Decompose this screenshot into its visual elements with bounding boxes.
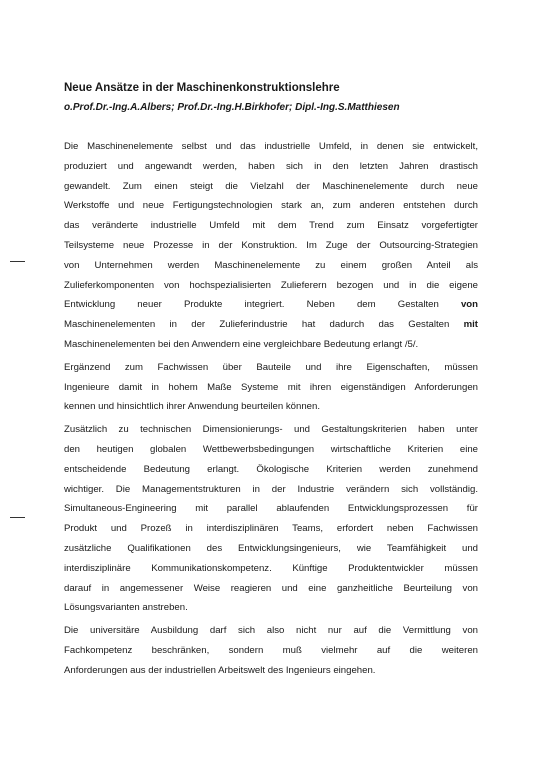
line-text: entscheidende Bedeutung erlangt. Ökologische Kriterien werden zunehmend xyxy=(64,463,478,475)
line-text: gewandelt. Zum einen steigt die Vielzahl der Maschinenelemente durch neue xyxy=(64,180,478,192)
paragraphs-container xyxy=(64,137,478,681)
body-paragraph xyxy=(64,358,478,417)
text-line xyxy=(64,137,478,157)
text-line xyxy=(64,539,478,559)
text-line xyxy=(64,559,478,579)
document-authors: o.Prof.Dr.-Ing.A.Albers; Prof.Dr.-Ing.H.Birkhofer; Dipl.-Ing.S.Matthiesen xyxy=(64,102,400,113)
text-line xyxy=(64,499,478,519)
text-line xyxy=(64,358,478,378)
text-line xyxy=(64,276,478,296)
line-text: zusätzliche Qualifikationen des Entwicklungsingenieurs, wie Teamfähigkeit und xyxy=(64,542,478,554)
text-line xyxy=(64,460,478,480)
body-paragraph xyxy=(64,621,478,680)
line-text: Die universitäre Ausbildung darf sich also nicht nur auf die Vermittlung von xyxy=(64,625,478,637)
line-text: von Unternehmen werden Maschinenelemente zu einem großen Anteil als xyxy=(64,259,478,271)
line-text: Fachkompetenz beschränken, sondern muß vielmehr auf die weiteren xyxy=(64,644,478,656)
line-text: den heutigen globalen Wettbewerbsbedingungen wirtschaftliche Kriterien eine xyxy=(64,443,478,455)
line-text: kennen und hinsichtlich ihrer Anwendung beurteilen können. xyxy=(64,401,321,413)
text-line xyxy=(64,315,478,335)
text-line xyxy=(64,440,478,460)
body-paragraph xyxy=(64,137,478,355)
margin-tick-mark xyxy=(10,261,25,262)
text-line xyxy=(64,378,478,398)
line-text: darauf in angemessener Weise reagieren und eine ganzheitliche Beurteilung von xyxy=(64,582,478,594)
line-text: Ergänzend zum Fachwissen über Bauteile und ihre Eigenschaften, müssen xyxy=(64,361,478,373)
body-paragraph xyxy=(64,420,478,618)
emphasized-word: mit xyxy=(463,319,478,331)
text-line xyxy=(64,641,478,661)
line-text: Werkstoffe und neue Fertigungstechnologien stark an, zum anderen entstehen durch xyxy=(64,200,478,212)
line-text: Maschinenelementen in der Zulieferindustrie hat dadurch das Gestalten xyxy=(64,319,464,331)
text-line xyxy=(64,661,478,681)
margin-tick-mark xyxy=(10,517,25,518)
text-line xyxy=(64,579,478,599)
text-line xyxy=(64,621,478,641)
line-text: interdisziplinäre Kommunikationskompetenz. Künftige Produktentwickler müssen xyxy=(64,562,478,574)
text-line xyxy=(64,335,478,355)
emphasized-word: von xyxy=(460,299,478,311)
line-text: Zulieferkomponenten von hochspezialisierten Zulieferern bezogen und in die eigene xyxy=(64,279,478,291)
line-text: Maschinenelementen bei den Anwendern eine vergleichbare Bedeutung erlangt /5/. xyxy=(64,338,419,350)
text-line xyxy=(64,216,478,236)
line-text: Die Maschinenelemente selbst und das industrielle Umfeld, in denen sie entwickelt, xyxy=(64,141,478,152)
text-line xyxy=(64,295,478,315)
document-body xyxy=(64,80,478,684)
line-text: Anforderungen aus der industriellen Arbeitswelt des Ingenieurs eingehen. xyxy=(64,664,376,676)
line-text: Simultaneous-Engineering mit parallel ablaufenden Entwicklungsprozessen für xyxy=(64,503,478,515)
line-text: wichtiger. Die Managementstrukturen in der Industrie verändern sich vollständig. xyxy=(64,483,478,495)
text-line xyxy=(64,157,478,177)
text-line xyxy=(64,177,478,197)
line-text: Entwicklung neuer Produkte integriert. Neben dem Gestalten xyxy=(64,299,461,311)
document-title: Neue Ansätze in der Maschinenkonstruktionslehre xyxy=(64,82,340,94)
text-line xyxy=(64,519,478,539)
line-text: Teilsysteme neue Prozesse in der Konstruktion. Im Zuge der Outsourcing-Strategien xyxy=(64,239,478,251)
line-text: Ingenieure damit in hohem Maße Systeme mit ihren eigenständigen Anforderungen xyxy=(64,381,478,393)
text-line xyxy=(64,397,478,417)
text-line xyxy=(64,256,478,276)
line-text: Produkt und Prozeß in interdisziplinären Teams, erfordert neben Fachwissen xyxy=(64,523,478,535)
text-line xyxy=(64,420,478,440)
line-text: Lösungsvarianten anstreben. xyxy=(64,602,188,614)
line-text: das veränderte industrielle Umfeld mit dem Trend zum Einsatz vorgefertigter xyxy=(64,220,478,232)
text-line xyxy=(64,598,478,618)
text-line xyxy=(64,196,478,216)
line-text: Zusätzlich zu technischen Dimensionierungs- und Gestaltungskriterien haben unter xyxy=(64,424,478,436)
text-line xyxy=(64,480,478,500)
line-text: produziert und angewandt werden, haben sich in den letzten Jahren drastisch xyxy=(64,160,478,172)
text-line xyxy=(64,236,478,256)
